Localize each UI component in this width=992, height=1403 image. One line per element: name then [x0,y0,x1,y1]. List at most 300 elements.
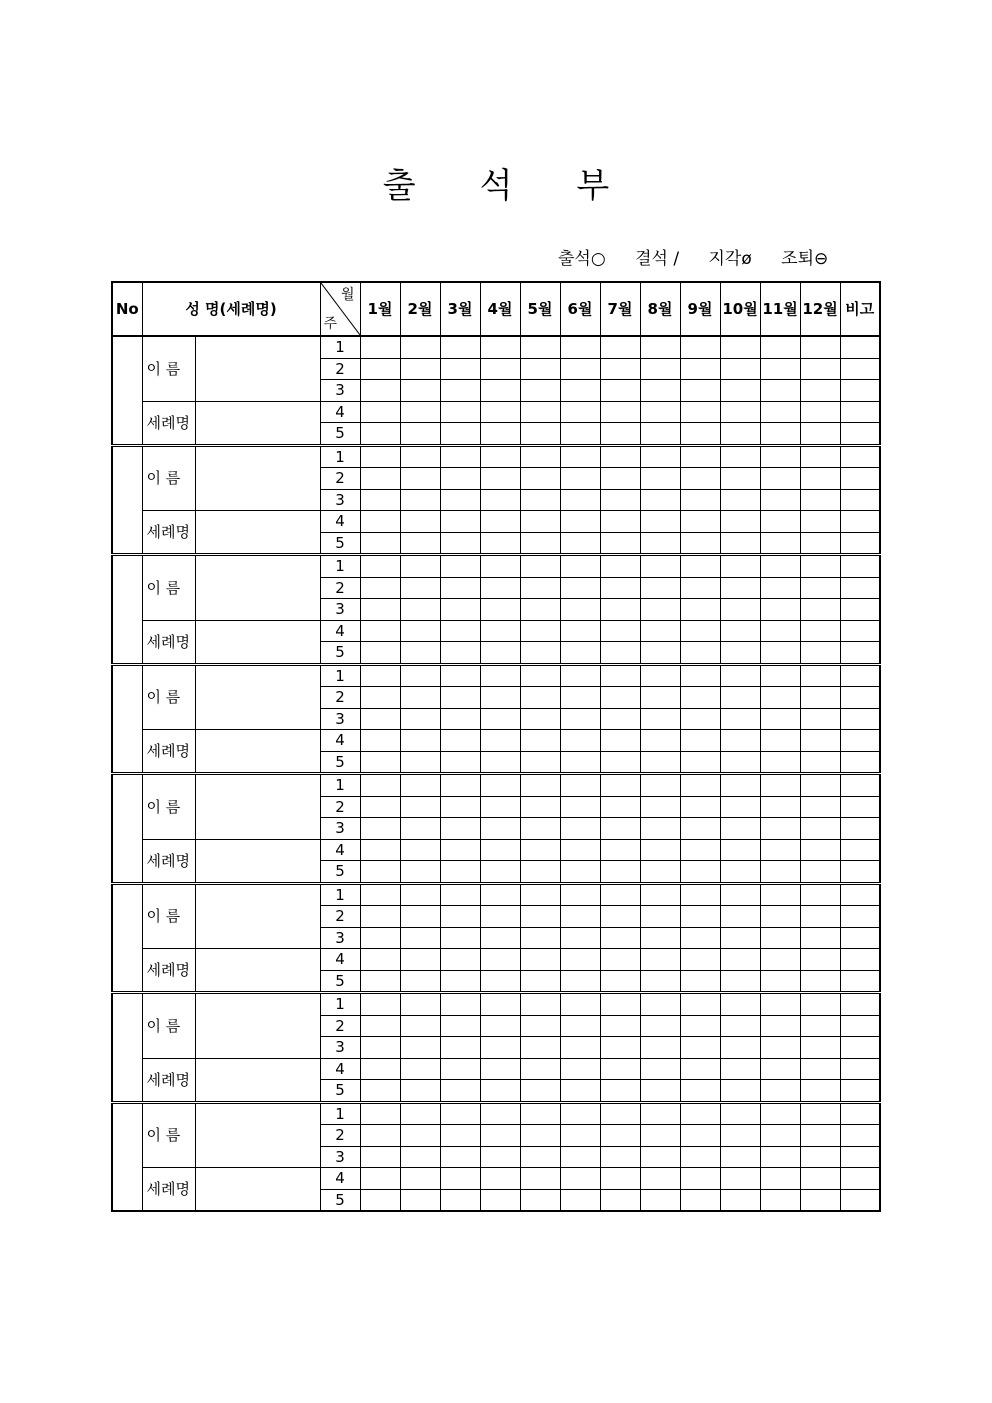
remark-cell[interactable] [840,445,880,468]
remark-cell[interactable] [840,620,880,642]
remark-cell[interactable] [840,1102,880,1125]
attendance-cell[interactable] [360,839,400,861]
remark-cell[interactable] [840,1146,880,1168]
attendance-cell[interactable] [760,1125,800,1147]
attendance-cell[interactable] [480,468,520,490]
remark-cell[interactable] [840,687,880,709]
attendance-cell[interactable] [760,1015,800,1037]
attendance-cell[interactable] [800,751,840,774]
attendance-cell[interactable] [520,839,560,861]
attendance-cell[interactable] [400,927,440,949]
attendance-cell[interactable] [360,906,400,928]
attendance-cell[interactable] [680,883,720,906]
attendance-cell[interactable] [640,993,680,1016]
attendance-cell[interactable] [480,1189,520,1211]
attendance-cell[interactable] [560,1058,600,1080]
attendance-cell[interactable] [800,620,840,642]
remark-cell[interactable] [840,511,880,533]
attendance-cell[interactable] [400,401,440,423]
attendance-cell[interactable] [720,949,760,971]
attendance-cell[interactable] [400,642,440,665]
attendance-cell[interactable] [400,883,440,906]
attendance-cell[interactable] [400,993,440,1016]
attendance-cell[interactable] [480,1015,520,1037]
attendance-cell[interactable] [760,1146,800,1168]
attendance-cell[interactable] [720,1037,760,1059]
attendance-cell[interactable] [440,818,480,840]
attendance-cell[interactable] [720,358,760,380]
attendance-cell[interactable] [440,336,480,358]
attendance-cell[interactable] [760,730,800,752]
attendance-cell[interactable] [680,1102,720,1125]
attendance-cell[interactable] [480,1058,520,1080]
attendance-cell[interactable] [760,861,800,884]
attendance-cell[interactable] [560,358,600,380]
attendance-cell[interactable] [360,1058,400,1080]
attendance-cell[interactable] [720,1125,760,1147]
attendance-cell[interactable] [520,599,560,621]
name-field[interactable] [195,336,320,401]
attendance-cell[interactable] [760,1037,800,1059]
attendance-cell[interactable] [360,883,400,906]
attendance-cell[interactable] [680,970,720,993]
attendance-cell[interactable] [360,511,400,533]
baptismal-field[interactable] [195,839,320,883]
attendance-cell[interactable] [800,1189,840,1211]
attendance-cell[interactable] [720,906,760,928]
attendance-cell[interactable] [720,1015,760,1037]
attendance-cell[interactable] [520,555,560,578]
attendance-cell[interactable] [680,445,720,468]
attendance-cell[interactable] [800,1146,840,1168]
attendance-cell[interactable] [440,468,480,490]
member-no-cell[interactable] [112,774,142,884]
attendance-cell[interactable] [480,687,520,709]
member-no-cell[interactable] [112,664,142,774]
attendance-cell[interactable] [560,1080,600,1103]
attendance-cell[interactable] [800,445,840,468]
attendance-cell[interactable] [480,774,520,797]
attendance-cell[interactable] [680,380,720,402]
attendance-cell[interactable] [400,708,440,730]
attendance-cell[interactable] [760,774,800,797]
attendance-cell[interactable] [560,818,600,840]
attendance-cell[interactable] [760,664,800,687]
attendance-cell[interactable] [400,687,440,709]
attendance-cell[interactable] [800,730,840,752]
attendance-cell[interactable] [520,380,560,402]
attendance-cell[interactable] [360,687,400,709]
remark-cell[interactable] [840,1168,880,1190]
attendance-cell[interactable] [720,1189,760,1211]
attendance-cell[interactable] [800,599,840,621]
attendance-cell[interactable] [520,796,560,818]
attendance-cell[interactable] [760,423,800,446]
attendance-cell[interactable] [560,796,600,818]
attendance-cell[interactable] [520,927,560,949]
attendance-cell[interactable] [360,993,400,1016]
attendance-cell[interactable] [440,1168,480,1190]
baptismal-field[interactable] [195,401,320,445]
attendance-cell[interactable] [760,358,800,380]
attendance-cell[interactable] [760,532,800,555]
attendance-cell[interactable] [440,927,480,949]
attendance-cell[interactable] [720,883,760,906]
attendance-cell[interactable] [640,642,680,665]
attendance-cell[interactable] [440,358,480,380]
attendance-cell[interactable] [720,511,760,533]
attendance-cell[interactable] [400,818,440,840]
attendance-cell[interactable] [360,927,400,949]
attendance-cell[interactable] [480,818,520,840]
attendance-cell[interactable] [600,664,640,687]
baptismal-field[interactable] [195,730,320,774]
attendance-cell[interactable] [520,445,560,468]
attendance-cell[interactable] [800,489,840,511]
attendance-cell[interactable] [440,1037,480,1059]
attendance-cell[interactable] [560,839,600,861]
attendance-cell[interactable] [560,1189,600,1211]
attendance-cell[interactable] [680,1015,720,1037]
attendance-cell[interactable] [440,532,480,555]
attendance-cell[interactable] [760,620,800,642]
attendance-cell[interactable] [640,577,680,599]
attendance-cell[interactable] [360,774,400,797]
attendance-cell[interactable] [680,489,720,511]
attendance-cell[interactable] [520,1058,560,1080]
remark-cell[interactable] [840,555,880,578]
member-no-cell[interactable] [112,993,142,1103]
attendance-cell[interactable] [720,796,760,818]
attendance-cell[interactable] [680,861,720,884]
attendance-cell[interactable] [440,423,480,446]
attendance-cell[interactable] [560,861,600,884]
attendance-cell[interactable] [640,1189,680,1211]
attendance-cell[interactable] [480,401,520,423]
attendance-cell[interactable] [720,642,760,665]
attendance-cell[interactable] [800,883,840,906]
attendance-cell[interactable] [720,599,760,621]
attendance-cell[interactable] [680,818,720,840]
attendance-cell[interactable] [520,1015,560,1037]
attendance-cell[interactable] [360,1102,400,1125]
attendance-cell[interactable] [800,708,840,730]
attendance-cell[interactable] [600,401,640,423]
attendance-cell[interactable] [360,620,400,642]
name-field[interactable] [195,993,320,1059]
remark-cell[interactable] [840,949,880,971]
remark-cell[interactable] [840,1037,880,1059]
attendance-cell[interactable] [520,1037,560,1059]
attendance-cell[interactable] [680,1168,720,1190]
attendance-cell[interactable] [560,730,600,752]
attendance-cell[interactable] [720,687,760,709]
attendance-cell[interactable] [680,1146,720,1168]
attendance-cell[interactable] [600,927,640,949]
attendance-cell[interactable] [640,1037,680,1059]
attendance-cell[interactable] [560,751,600,774]
attendance-cell[interactable] [800,1125,840,1147]
attendance-cell[interactable] [800,1080,840,1103]
attendance-cell[interactable] [600,861,640,884]
member-no-cell[interactable] [112,555,142,665]
attendance-cell[interactable] [440,774,480,797]
remark-cell[interactable] [840,599,880,621]
attendance-cell[interactable] [560,423,600,446]
attendance-cell[interactable] [800,1102,840,1125]
attendance-cell[interactable] [760,1058,800,1080]
attendance-cell[interactable] [560,577,600,599]
attendance-cell[interactable] [800,577,840,599]
attendance-cell[interactable] [680,468,720,490]
attendance-cell[interactable] [400,336,440,358]
attendance-cell[interactable] [800,993,840,1016]
attendance-cell[interactable] [680,401,720,423]
attendance-cell[interactable] [600,445,640,468]
attendance-cell[interactable] [520,883,560,906]
attendance-cell[interactable] [680,1189,720,1211]
attendance-cell[interactable] [560,642,600,665]
attendance-cell[interactable] [520,993,560,1016]
attendance-cell[interactable] [360,949,400,971]
attendance-cell[interactable] [680,642,720,665]
name-field[interactable] [195,774,320,840]
attendance-cell[interactable] [440,993,480,1016]
attendance-cell[interactable] [760,839,800,861]
attendance-cell[interactable] [560,970,600,993]
attendance-cell[interactable] [400,1102,440,1125]
attendance-cell[interactable] [640,380,680,402]
attendance-cell[interactable] [360,358,400,380]
attendance-cell[interactable] [360,1037,400,1059]
attendance-cell[interactable] [600,949,640,971]
member-no-cell[interactable] [112,1102,142,1211]
attendance-cell[interactable] [680,730,720,752]
attendance-cell[interactable] [640,1080,680,1103]
attendance-cell[interactable] [440,1146,480,1168]
attendance-cell[interactable] [600,620,640,642]
attendance-cell[interactable] [600,489,640,511]
attendance-cell[interactable] [760,555,800,578]
baptismal-field[interactable] [195,511,320,555]
attendance-cell[interactable] [720,751,760,774]
remark-cell[interactable] [840,796,880,818]
attendance-cell[interactable] [800,1168,840,1190]
attendance-cell[interactable] [800,1037,840,1059]
attendance-cell[interactable] [680,358,720,380]
attendance-cell[interactable] [480,1102,520,1125]
remark-cell[interactable] [840,883,880,906]
remark-cell[interactable] [840,1058,880,1080]
attendance-cell[interactable] [760,1168,800,1190]
attendance-cell[interactable] [520,642,560,665]
attendance-cell[interactable] [360,1015,400,1037]
attendance-cell[interactable] [520,1080,560,1103]
attendance-cell[interactable] [560,1015,600,1037]
attendance-cell[interactable] [600,532,640,555]
attendance-cell[interactable] [560,620,600,642]
attendance-cell[interactable] [800,1058,840,1080]
attendance-cell[interactable] [640,861,680,884]
attendance-cell[interactable] [640,489,680,511]
attendance-cell[interactable] [720,555,760,578]
remark-cell[interactable] [840,1189,880,1211]
attendance-cell[interactable] [400,1125,440,1147]
attendance-cell[interactable] [520,970,560,993]
attendance-cell[interactable] [720,970,760,993]
attendance-cell[interactable] [600,1146,640,1168]
attendance-cell[interactable] [800,861,840,884]
attendance-cell[interactable] [640,1015,680,1037]
attendance-cell[interactable] [800,555,840,578]
attendance-cell[interactable] [600,796,640,818]
name-field[interactable] [195,664,320,730]
attendance-cell[interactable] [480,577,520,599]
attendance-cell[interactable] [680,577,720,599]
attendance-cell[interactable] [480,1125,520,1147]
attendance-cell[interactable] [560,949,600,971]
attendance-cell[interactable] [720,818,760,840]
remark-cell[interactable] [840,970,880,993]
attendance-cell[interactable] [760,468,800,490]
remark-cell[interactable] [840,1125,880,1147]
attendance-cell[interactable] [560,687,600,709]
attendance-cell[interactable] [400,577,440,599]
attendance-cell[interactable] [760,401,800,423]
attendance-cell[interactable] [360,818,400,840]
attendance-cell[interactable] [640,774,680,797]
attendance-cell[interactable] [440,839,480,861]
attendance-cell[interactable] [440,642,480,665]
attendance-cell[interactable] [560,906,600,928]
attendance-cell[interactable] [440,620,480,642]
attendance-cell[interactable] [480,1168,520,1190]
attendance-cell[interactable] [640,620,680,642]
attendance-cell[interactable] [560,883,600,906]
attendance-cell[interactable] [440,861,480,884]
attendance-cell[interactable] [520,708,560,730]
attendance-cell[interactable] [400,970,440,993]
attendance-cell[interactable] [720,620,760,642]
attendance-cell[interactable] [680,620,720,642]
attendance-cell[interactable] [640,599,680,621]
attendance-cell[interactable] [800,642,840,665]
remark-cell[interactable] [840,358,880,380]
attendance-cell[interactable] [520,1125,560,1147]
attendance-cell[interactable] [560,336,600,358]
attendance-cell[interactable] [360,1189,400,1211]
attendance-cell[interactable] [600,1102,640,1125]
attendance-cell[interactable] [600,599,640,621]
attendance-cell[interactable] [400,423,440,446]
attendance-cell[interactable] [360,751,400,774]
attendance-cell[interactable] [400,555,440,578]
attendance-cell[interactable] [400,774,440,797]
attendance-cell[interactable] [640,401,680,423]
name-field[interactable] [195,883,320,949]
attendance-cell[interactable] [440,751,480,774]
attendance-cell[interactable] [600,336,640,358]
attendance-cell[interactable] [480,970,520,993]
attendance-cell[interactable] [720,1058,760,1080]
attendance-cell[interactable] [640,883,680,906]
attendance-cell[interactable] [600,993,640,1016]
attendance-cell[interactable] [440,445,480,468]
attendance-cell[interactable] [400,1146,440,1168]
attendance-cell[interactable] [520,861,560,884]
attendance-cell[interactable] [520,511,560,533]
attendance-cell[interactable] [480,664,520,687]
attendance-cell[interactable] [560,774,600,797]
attendance-cell[interactable] [640,555,680,578]
attendance-cell[interactable] [600,906,640,928]
attendance-cell[interactable] [560,380,600,402]
attendance-cell[interactable] [400,839,440,861]
attendance-cell[interactable] [720,839,760,861]
attendance-cell[interactable] [680,664,720,687]
attendance-cell[interactable] [680,993,720,1016]
attendance-cell[interactable] [640,445,680,468]
attendance-cell[interactable] [560,532,600,555]
attendance-cell[interactable] [560,1146,600,1168]
attendance-cell[interactable] [400,489,440,511]
attendance-cell[interactable] [600,751,640,774]
attendance-cell[interactable] [680,1125,720,1147]
attendance-cell[interactable] [520,532,560,555]
attendance-cell[interactable] [360,423,400,446]
attendance-cell[interactable] [640,468,680,490]
attendance-cell[interactable] [560,1125,600,1147]
attendance-cell[interactable] [480,927,520,949]
attendance-cell[interactable] [640,927,680,949]
attendance-cell[interactable] [480,861,520,884]
attendance-cell[interactable] [680,708,720,730]
attendance-cell[interactable] [640,730,680,752]
attendance-cell[interactable] [640,818,680,840]
attendance-cell[interactable] [720,730,760,752]
attendance-cell[interactable] [720,1146,760,1168]
attendance-cell[interactable] [480,380,520,402]
attendance-cell[interactable] [800,401,840,423]
attendance-cell[interactable] [680,927,720,949]
attendance-cell[interactable] [400,1189,440,1211]
attendance-cell[interactable] [480,620,520,642]
attendance-cell[interactable] [760,1080,800,1103]
attendance-cell[interactable] [640,687,680,709]
remark-cell[interactable] [840,906,880,928]
attendance-cell[interactable] [600,423,640,446]
attendance-cell[interactable] [400,751,440,774]
attendance-cell[interactable] [760,796,800,818]
attendance-cell[interactable] [800,839,840,861]
attendance-cell[interactable] [760,927,800,949]
attendance-cell[interactable] [640,358,680,380]
attendance-cell[interactable] [760,445,800,468]
attendance-cell[interactable] [440,730,480,752]
name-field[interactable] [195,555,320,621]
attendance-cell[interactable] [560,993,600,1016]
attendance-cell[interactable] [600,468,640,490]
remark-cell[interactable] [840,708,880,730]
attendance-cell[interactable] [720,423,760,446]
attendance-cell[interactable] [760,970,800,993]
attendance-cell[interactable] [680,949,720,971]
attendance-cell[interactable] [520,1168,560,1190]
attendance-cell[interactable] [520,401,560,423]
attendance-cell[interactable] [360,336,400,358]
member-no-cell[interactable] [112,336,142,445]
remark-cell[interactable] [840,401,880,423]
